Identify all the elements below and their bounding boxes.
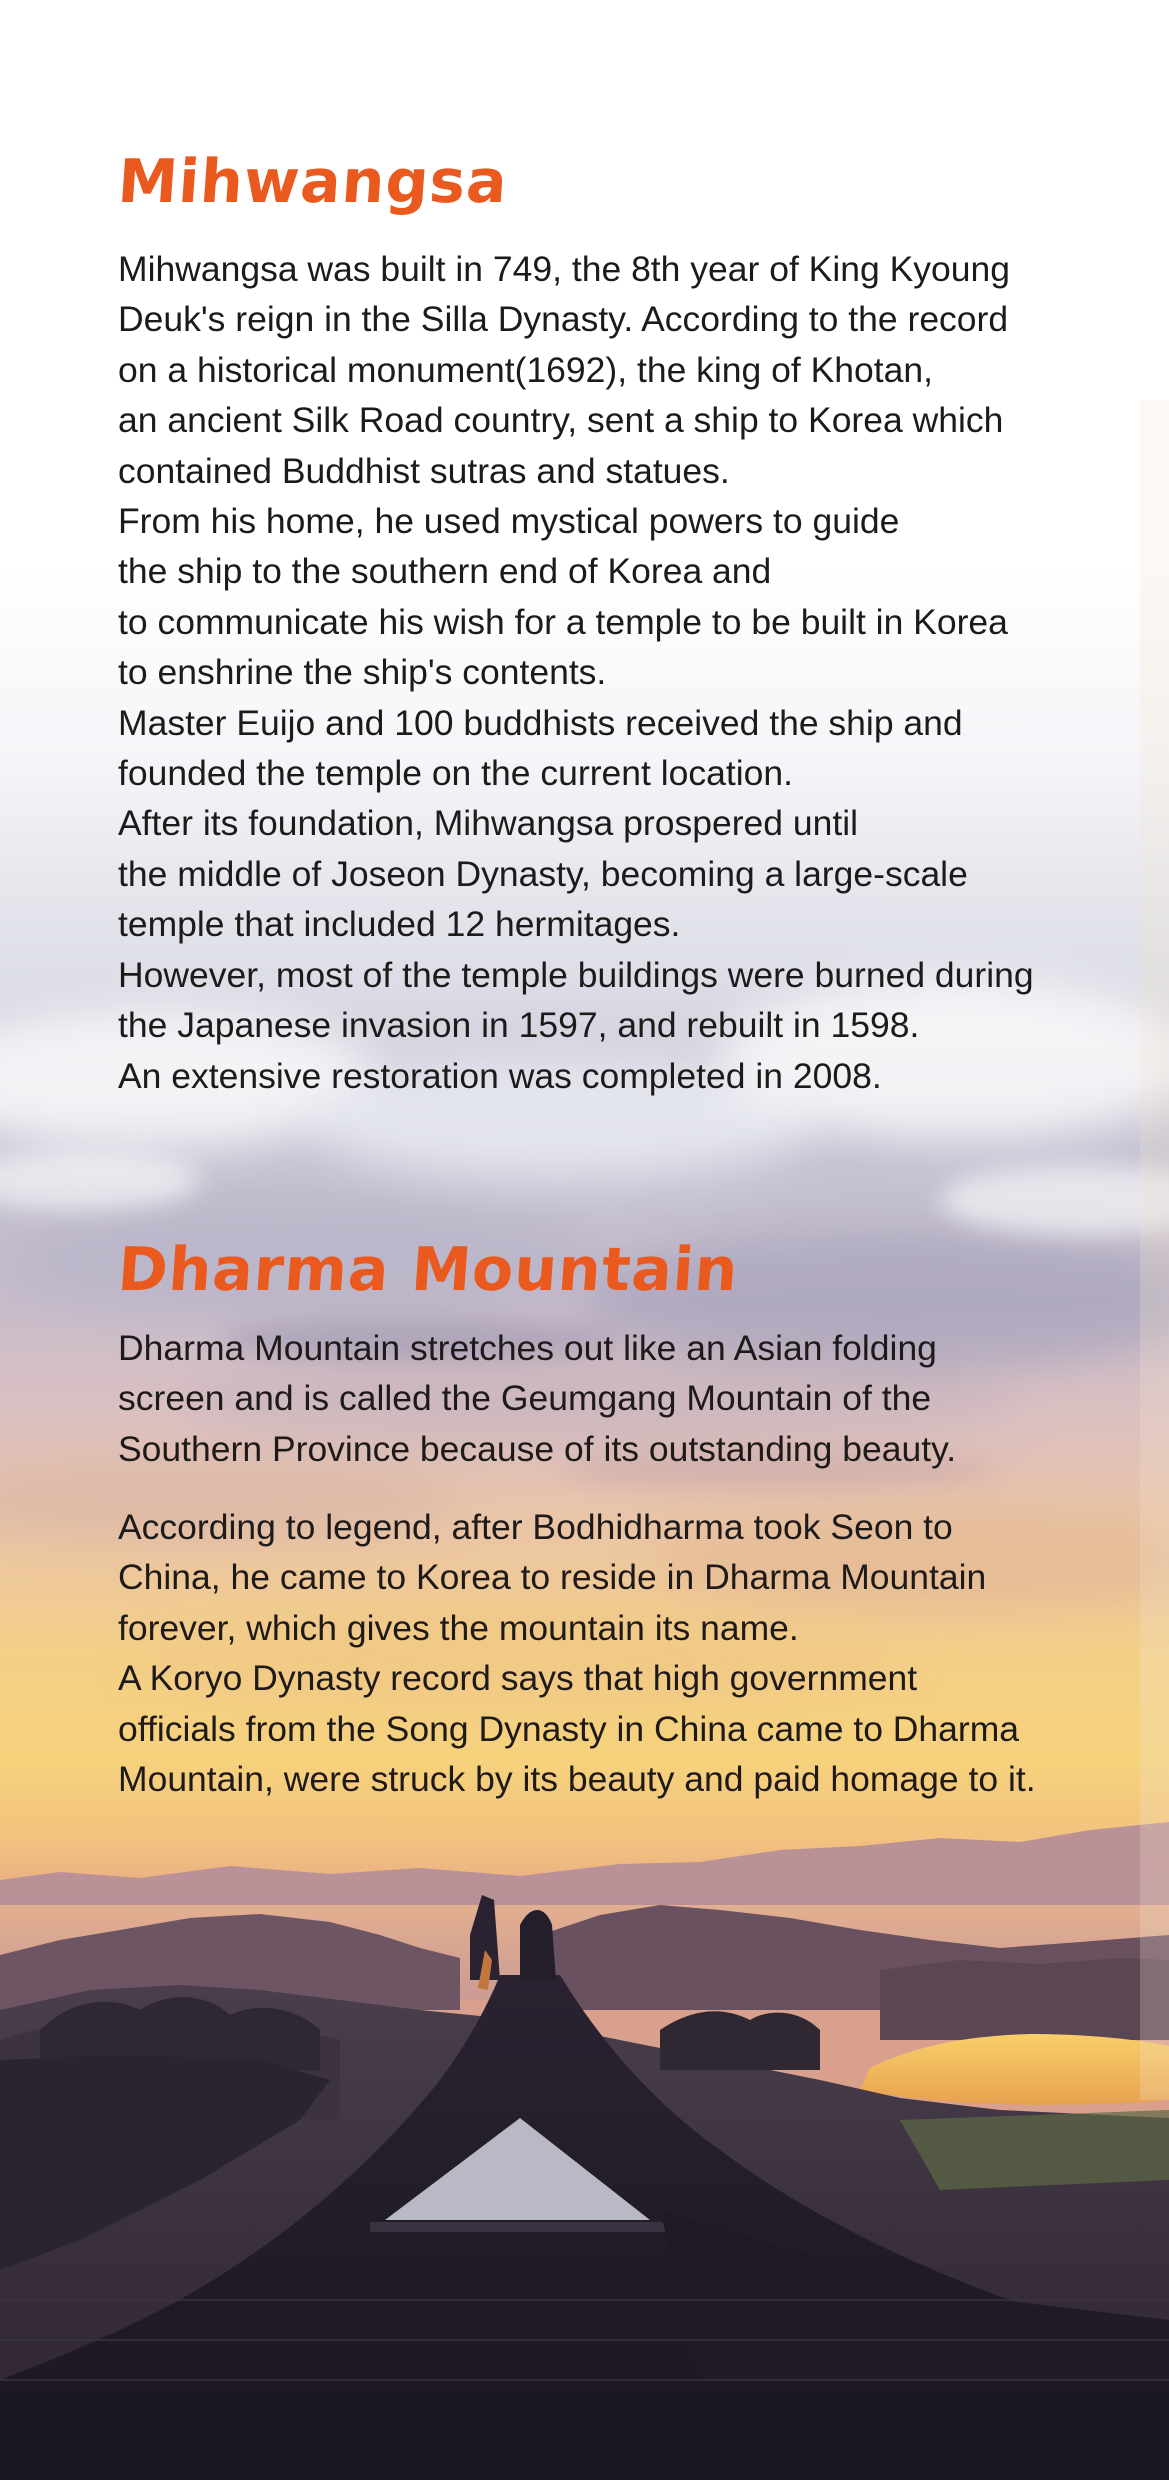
- text-line: After its foundation, Mihwangsa prospered until: [118, 803, 859, 844]
- section-title-dharma-mountain: Dharma Mountain: [115, 1235, 741, 1305]
- text-line: temple that included 12 hermitages.: [118, 904, 681, 945]
- text-line: An extensive restoration was completed in 2008.: [118, 1055, 882, 1096]
- text-line: Master Euijo and 100 buddhists received the ship and: [118, 702, 963, 743]
- text-line: China, he came to Korea to reside in Dharma Mountain: [118, 1557, 987, 1598]
- text-line: forever, which gives the mountain its name.: [118, 1607, 799, 1648]
- paragraph-mihwangsa-history: [118, 244, 1078, 1101]
- text-line: Mountain, were struck by its beauty and paid homage to it.: [118, 1759, 1036, 1800]
- text-line: founded the temple on the current location.: [118, 753, 793, 794]
- text-line: the middle of Joseon Dynasty, becoming a large-scale: [118, 853, 968, 894]
- text-line: Deuk's reign in the Silla Dynasty. According to the record: [118, 299, 1009, 340]
- text-line: on a historical monument(1692), the king of Khotan,: [118, 349, 934, 390]
- text-line: the ship to the southern end of Korea and: [118, 551, 772, 592]
- text-line: an ancient Silk Road country, sent a ship to Korea which: [118, 400, 1004, 441]
- text-line: officials from the Song Dynasty in China came to Dharma: [118, 1708, 1020, 1749]
- text-line: Dharma Mountain stretches out like an Asian folding: [118, 1328, 937, 1368]
- text-line: the Japanese invasion in 1597, and rebuilt in 1598.: [118, 1005, 920, 1046]
- paragraph-dharma-description: [118, 1323, 1078, 1474]
- text-line: to communicate his wish for a temple to be built in Korea: [118, 601, 1008, 642]
- paragraph-dharma-legend: [118, 1502, 1078, 1804]
- text-line: to enshrine the ship's contents.: [118, 652, 607, 693]
- text-line: According to legend, after Bodhidharma took Seon to: [118, 1507, 953, 1547]
- text-line: Mihwangsa was built in 749, the 8th year of King Kyoung: [118, 249, 1010, 289]
- text-line: From his home, he used mystical powers to guide: [118, 501, 900, 542]
- text-line: contained Buddhist sutras and statues.: [118, 450, 730, 491]
- text-line: However, most of the temple buildings were burned during: [118, 954, 1034, 995]
- text-line: A Koryo Dynasty record says that high government: [118, 1658, 918, 1699]
- section-title-mihwangsa: Mihwangsa: [115, 147, 511, 217]
- text-line: screen and is called the Geumgang Mountain of the: [118, 1378, 932, 1419]
- text-line: Southern Province because of its outstanding beauty.: [118, 1428, 957, 1469]
